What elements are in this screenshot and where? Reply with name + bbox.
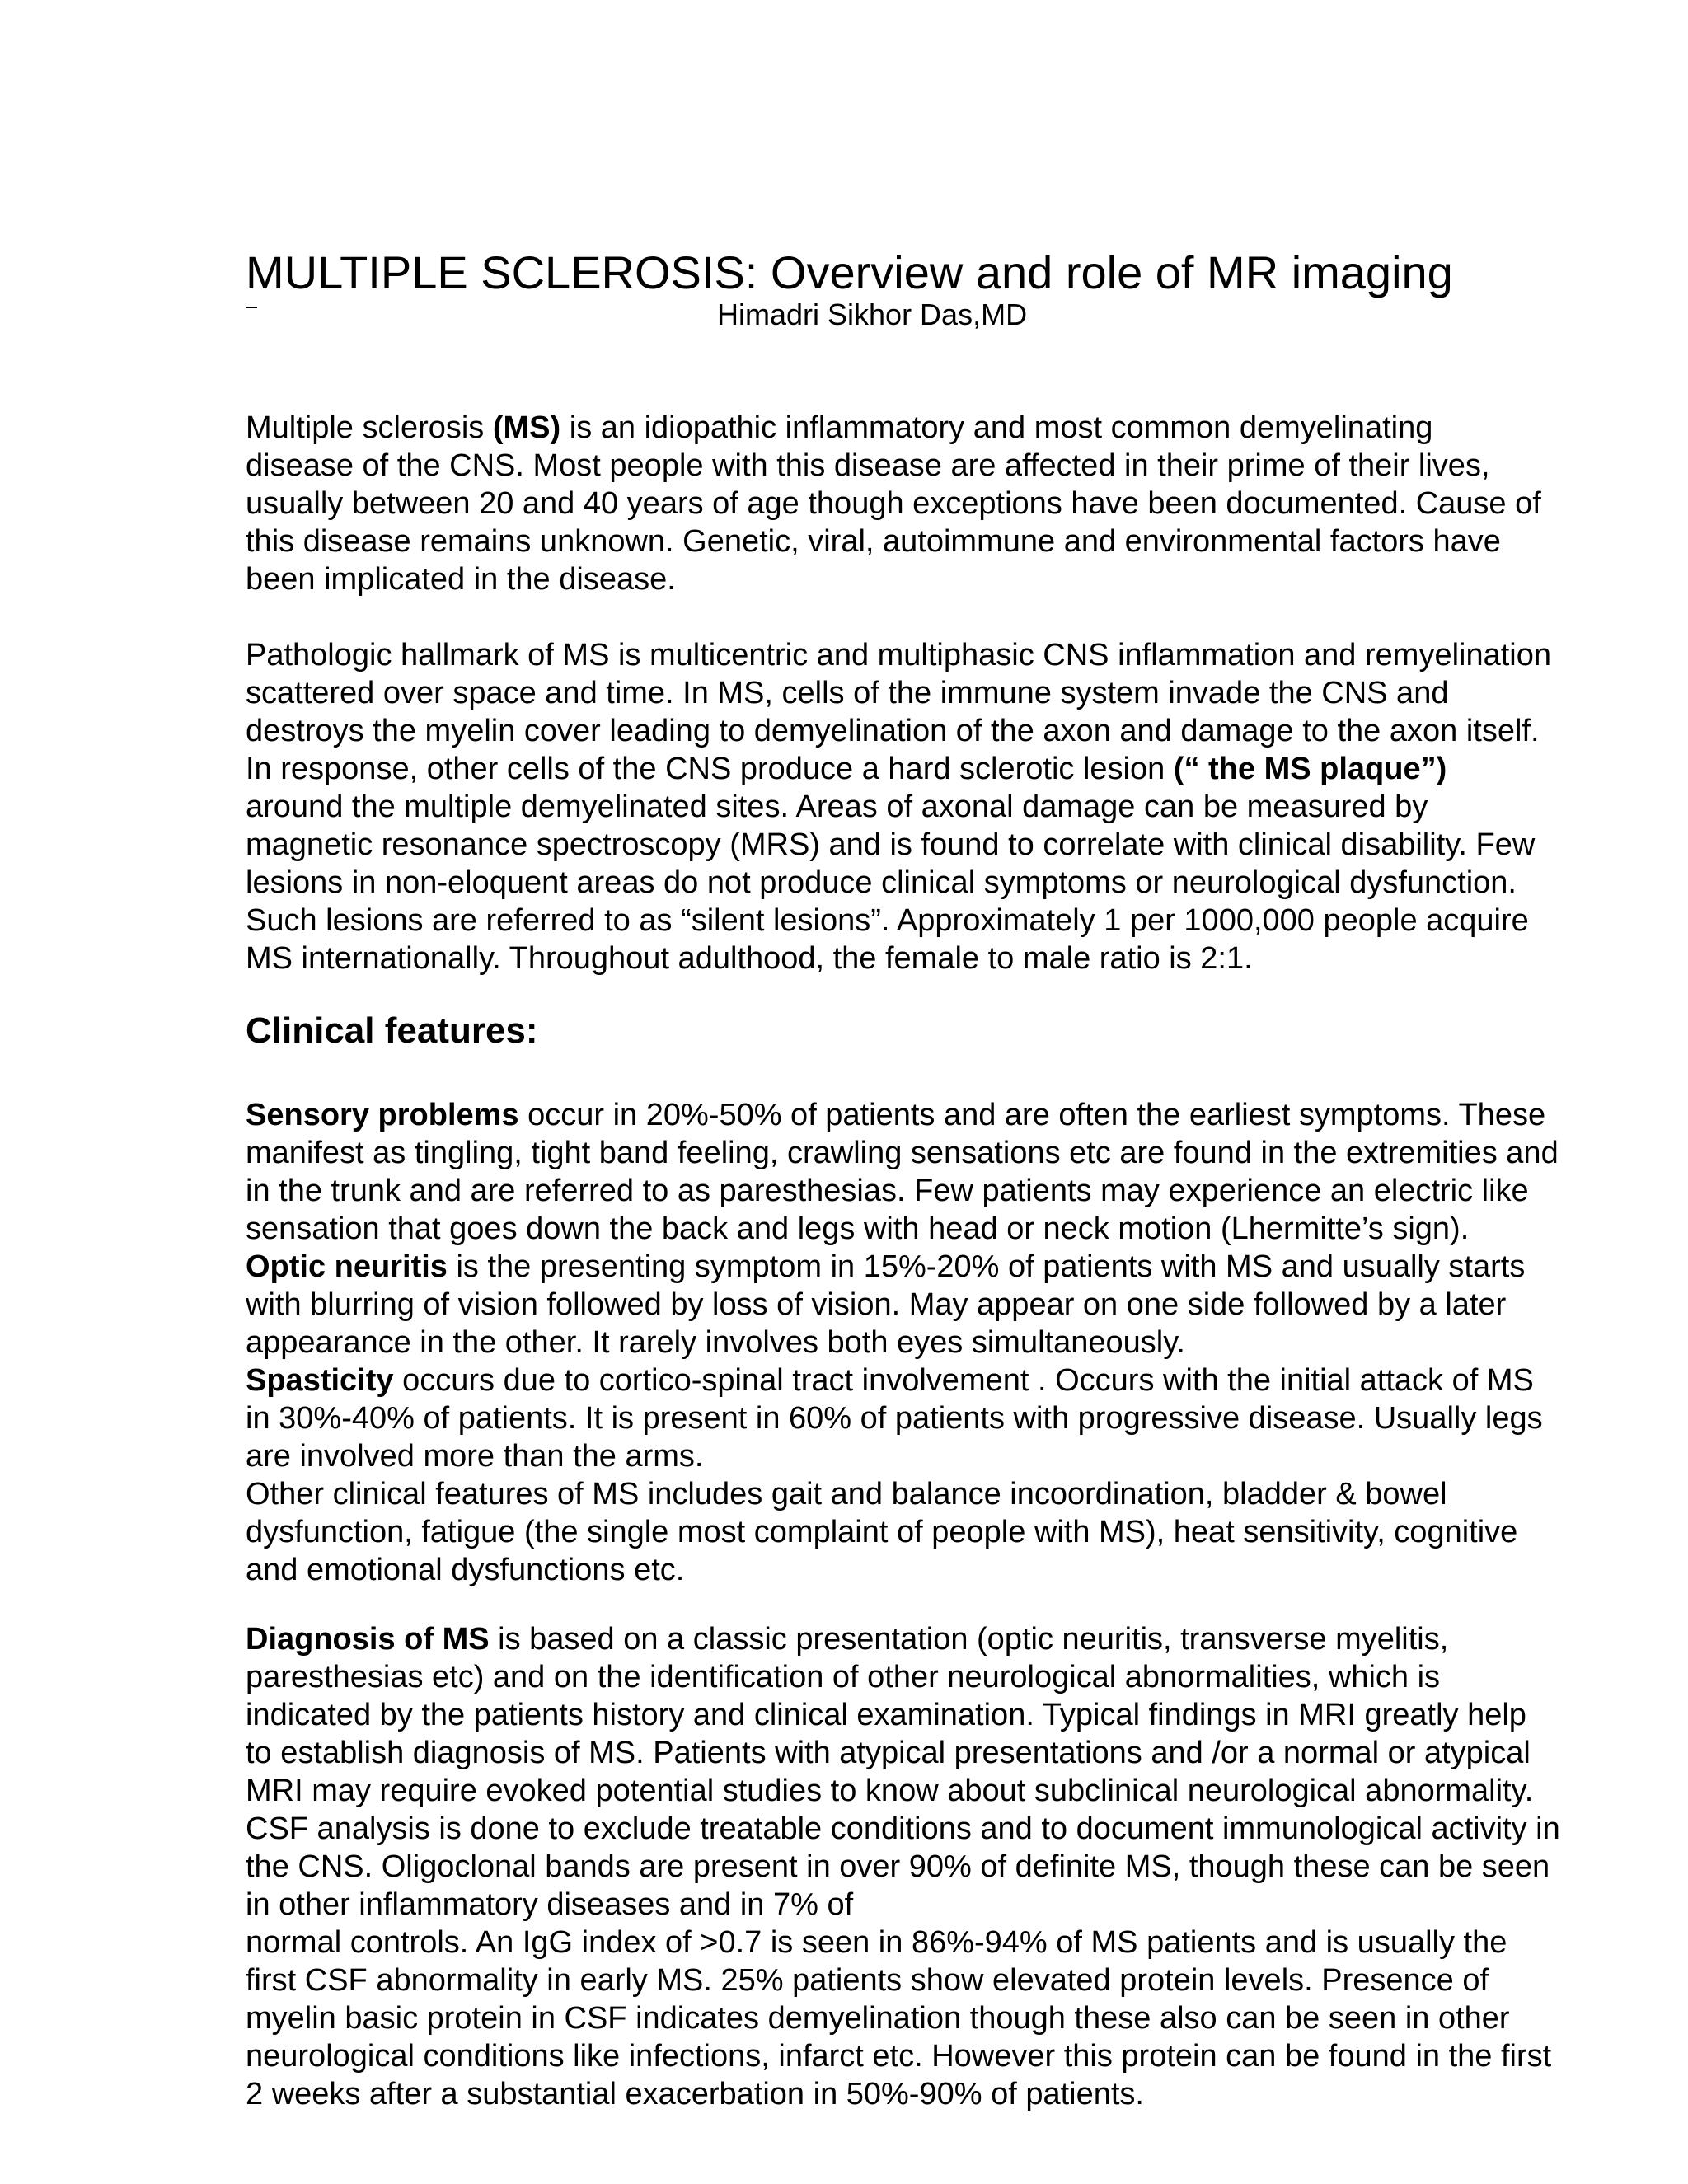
text-run: is an idiopathic inflammatory and most common demyelinating <box>560 410 1433 445</box>
clinical-line <box>246 1361 1647 1399</box>
text-run: in the trunk and are referred to as paresthesias. Few patients may experience an electric like <box>246 1174 1529 1208</box>
text-run: Other clinical features of MS includes gait and balance incoordination, bladder & bowel <box>246 1477 1447 1511</box>
diagnosis-line <box>246 1810 1647 1848</box>
text-run: with blurring of vision followed by loss of vision. May appear on one side followed by a later <box>246 1287 1507 1322</box>
text-run: in 30%-40% of patients. It is present in 60% of patients with progressive disease. Usually legs <box>246 1401 1543 1436</box>
text-run: CSF analysis is done to exclude treatable conditions and to document immunological activity in <box>246 1811 1560 1846</box>
diagnosis-line <box>246 1961 1647 1999</box>
diagnosis-line <box>246 1924 1647 1961</box>
clinical-line <box>246 1172 1647 1210</box>
intro-line <box>246 485 1647 523</box>
intro-line <box>246 447 1647 485</box>
clinical-line <box>246 1475 1647 1513</box>
pathology-line <box>246 674 1647 712</box>
intro-line <box>246 523 1647 560</box>
diagnosis-line <box>246 1886 1647 1924</box>
text-run: this disease remains unknown. Genetic, viral, autoimmune and environmental factors have <box>246 524 1501 559</box>
text-run: disease of the CNS. Most people with this disease are affected in their prime of their lives, <box>246 448 1490 483</box>
text-run: paresthesias etc) and on the identification of other neurological abnormalities, which is <box>246 1660 1441 1694</box>
bold-text-run: Sensory problems <box>246 1098 519 1132</box>
underline-mark <box>246 307 257 308</box>
clinical-line <box>246 1210 1647 1248</box>
text-run: is based on a classic presentation (optic neuritis, transverse myelitis, <box>489 1622 1449 1657</box>
text-run: occur in 20%-50% of patients and are often the earliest symptoms. These <box>518 1098 1546 1132</box>
diagnosis-line <box>246 1658 1647 1696</box>
text-run: MS internationally. Throughout adulthood, the female to male ratio is 2:1. <box>246 941 1253 976</box>
diagnosis-line <box>246 2037 1647 2075</box>
text-run: magnetic resonance spectroscopy (MRS) and is found to correlate with clinical disability. Few <box>246 827 1536 862</box>
clinical-line <box>246 1286 1647 1324</box>
paragraph-clinical-features <box>246 1096 1647 1589</box>
text-run: around the multiple demyelinated sites. Areas of axonal damage can be measured by <box>246 790 1428 824</box>
text-run: lesions in non-eloquent areas do not produce clinical symptoms or neurological dysfunction. <box>246 865 1517 900</box>
text-run: sensation that goes down the back and legs with head or neck motion (Lhermitte’s sign). <box>246 1212 1470 1246</box>
pathology-line <box>246 636 1647 674</box>
text-run: Multiple sclerosis <box>246 410 493 445</box>
text-run: to establish diagnosis of MS. Patients with atypical presentations and /or a normal or atypical <box>246 1736 1531 1770</box>
diagnosis-line <box>246 1696 1647 1734</box>
text-run: neurological conditions like infections, infarct etc. However this protein can be found in the first <box>246 2039 1552 2074</box>
clinical-line <box>246 1248 1647 1286</box>
author-name: Himadri Sikhor Das,MD <box>717 298 1028 331</box>
clinical-line <box>246 1399 1647 1437</box>
diagnosis-line <box>246 2075 1647 2113</box>
text-run: occurs due to cortico-spinal tract involvement . Occurs with the initial attack of MS <box>393 1363 1534 1398</box>
bold-text-run: Diagnosis of MS <box>246 1622 490 1657</box>
diagnosis-line <box>246 1620 1647 1658</box>
text-run: dysfunction, fatigue (the single most complaint of people with MS), heat sensitivity, cognitive <box>246 1515 1518 1549</box>
text-run: manifest as tingling, tight band feeling, crawling sensations etc are found in the extremities and <box>246 1136 1559 1170</box>
text-run: and emotional dysfunctions etc. <box>246 1553 685 1587</box>
diagnosis-line <box>246 1999 1647 2037</box>
pathology-line <box>246 712 1647 750</box>
text-run: scattered over space and time. In MS, cells of the immune system invade the CNS and <box>246 676 1449 710</box>
pathology-line <box>246 864 1647 902</box>
text-run: in other inflammatory diseases and in 7% of <box>246 1887 854 1922</box>
paragraph-pathology <box>246 636 1647 977</box>
text-run: are involved more than the arms. <box>246 1439 704 1474</box>
text-run: first CSF abnormality in early MS. 25% patients show elevated protein levels. Presence of <box>246 1963 1489 1998</box>
text-run: MRI may require evoked potential studies to know about subclinical neurological abnormality. <box>246 1774 1534 1808</box>
text-run: been implicated in the disease. <box>246 562 676 597</box>
clinical-line <box>246 1324 1647 1361</box>
text-run: is the presenting symptom in 15%-20% of patients with MS and usually starts <box>447 1249 1526 1284</box>
diagnosis-line <box>246 1772 1647 1810</box>
text-run: indicated by the patients history and clinical examination. Typical findings in MRI greatly help <box>246 1698 1526 1732</box>
pathology-line <box>246 750 1647 788</box>
bold-text-run: Spasticity <box>246 1363 394 1398</box>
text-run: Pathologic hallmark of MS is multicentric and multiphasic CNS inflammation and remyelination <box>246 638 1551 673</box>
paragraph-diagnosis <box>246 1620 1647 2113</box>
text-run: destroys the myelin cover leading to demyelination of the axon and damage to the axon itself. <box>246 714 1540 748</box>
intro-line <box>246 560 1647 598</box>
text-run: usually between 20 and 40 years of age though exceptions have been documented. Cause of <box>246 486 1541 521</box>
paragraph-intro <box>246 409 1647 598</box>
text-run: myelin basic protein in CSF indicates demyelination though these also can be seen in other <box>246 2001 1510 2036</box>
bold-text-run: (“ the MS plaque”) <box>1173 752 1447 786</box>
clinical-line <box>246 1134 1647 1172</box>
text-run: In response, other cells of the CNS produce a hard sclerotic lesion <box>246 752 1174 786</box>
bold-text-run: Optic neuritis <box>246 1249 448 1284</box>
pathology-line <box>246 826 1647 864</box>
section-heading-clinical-features: Clinical features: <box>246 1010 538 1051</box>
pathology-line <box>246 788 1647 826</box>
diagnosis-line <box>246 1734 1647 1772</box>
text-run: 2 weeks after a substantial exacerbation in 50%-90% of patients. <box>246 2077 1144 2111</box>
document-title: MULTIPLE SCLEROSIS: Overview and role of MR imaging <box>246 246 1453 298</box>
clinical-line <box>246 1437 1647 1475</box>
text-run: Such lesions are referred to as “silent lesions”. Approximately 1 per 1000,000 people acquire <box>246 903 1529 938</box>
clinical-line <box>246 1551 1647 1589</box>
text-run: normal controls. An IgG index of >0.7 is seen in 86%-94% of MS patients and is usually the <box>246 1925 1507 1960</box>
clinical-line <box>246 1096 1647 1134</box>
text-run: the CNS. Oligoclonal bands are present in over 90% of definite MS, though these can be seen <box>246 1849 1550 1884</box>
pathology-line <box>246 902 1647 940</box>
clinical-line <box>246 1513 1647 1551</box>
diagnosis-line <box>246 1848 1647 1886</box>
bold-text-run: (MS) <box>492 410 561 445</box>
pathology-line <box>246 940 1647 977</box>
text-run: appearance in the other. It rarely involves both eyes simultaneously. <box>246 1325 1185 1360</box>
intro-line <box>246 409 1647 447</box>
